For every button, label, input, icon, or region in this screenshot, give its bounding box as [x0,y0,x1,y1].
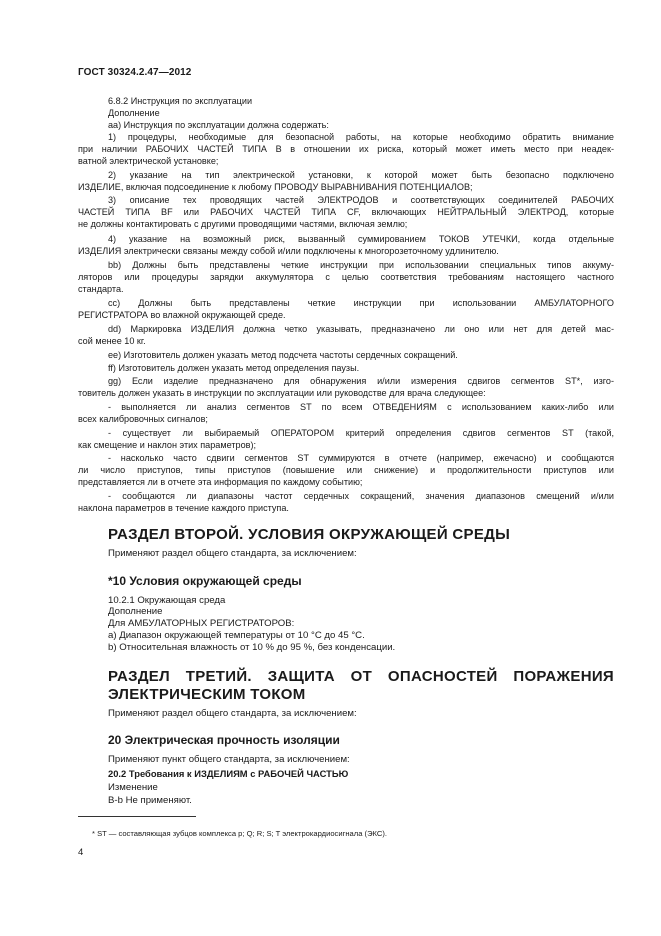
text-line: аа) Инструкция по эксплуатации должна содержать: [108,120,329,130]
text-line: ляторов или процедуры зарядки аккумулятора с целью соответствия требованиям настоящего частного [78,272,614,282]
text-line: Изменение [108,782,158,793]
text-line: ff) Изготовитель должен указать метод определения паузы. [108,363,360,373]
text-line: - существует ли выбираемый ОПЕРАТОРОМ критерий определения сдвигов сегментов ST (такой, [108,428,614,438]
text-line: Для АМБУЛАТОРНЫХ РЕГИСТРАТОРОВ: [108,618,295,629]
sub-clause-heading: 20.2 Требования к ИЗДЕЛИЯМ с РАБОЧЕЙ ЧАСТЬЮ [108,768,349,779]
text-line: - насколько часто сдвиги сегментов ST суммируются в отчете (например, ежечасно) и сообщаются [108,453,614,463]
section-heading-line-1: РАЗДЕЛ ТРЕТИЙ. ЗАЩИТА ОТ ОПАСНОСТЕЙ ПОРАЖЕНИЯ [108,668,614,685]
section-heading: РАЗДЕЛ ВТОРОЙ. УСЛОВИЯ ОКРУЖАЮЩЕЙ СРЕДЫ [108,526,511,543]
text-line: сс) Должны быть представлены четкие инструкции при использовании АМБУЛАТОРНОГО [108,298,614,308]
text-line: b) Относительная влажность от 10 % до 95 %, без конденсации. [108,642,396,653]
text-line: как смещение и наклон этих параметров); [78,440,257,450]
text-line: при наличии РАБОЧИХ ЧАСТЕЙ ТИПА В в отношении их риска, который может иметь место при неадек- [78,144,614,154]
text-line: ватной электрической установке; [78,156,219,166]
footnote: * ST — составляющая зубцов комплекса р; Q; R; S; T электрокардиосигнала (ЭКС). [92,829,387,838]
text-line: представляется ли в отчете эта информация по каждому событию; [78,477,363,487]
text-line: dd) Маркировка ИЗДЕЛИЯ должна четко указывать, предназначено ли оно или нет для детей мас- [108,324,614,334]
text-line: - выполняется ли анализ сегментов ST по всем ОТВЕДЕНИЯМ с использованием каких-либо или [108,402,614,412]
text-line: ИЗДЕЛИЕ, включая подсоединение к любому ПРОВОДУ ВЫРАВНИВАНИЯ ПОТЕНЦИАЛОВ; [78,182,473,192]
section-intro: Применяют раздел общего стандарта, за исключением: [108,708,357,719]
text-line: наклона параметров в течение каждого приступа. [78,503,289,513]
text-line: B-b Не применяют. [108,795,192,806]
footnote-rule [78,816,196,817]
text-line: 4) указание на возможный риск, вызванный суммированием ТОКОВ УТЕЧКИ, когда отдельные [108,234,614,244]
text-line: ее) Изготовитель должен указать метод подсчета частоты сердечных сокращений. [108,350,458,360]
text-line: всех калибровочных сигналов; [78,414,208,424]
clause-heading: *10 Условия окружающей среды [108,574,302,588]
text-line: не должны контактировать с другими проводящими частями, включая землю; [78,219,408,229]
document-header: ГОСТ 30324.2.47—2012 [78,67,192,78]
text-line: Применяют пункт общего стандарта, за исключением: [108,754,350,765]
text-line: а) Диапазон окружающей температуры от 10 °С до 45 °С. [108,630,365,641]
text-line: ИЗДЕЛИЯ электрически связаны между собой и/или подключены к многорозеточному удлинителю. [78,246,499,256]
text-line: 10.2.1 Окружающая среда [108,595,226,606]
text-line: 2) указание на тип электрической установки, к которой может быть безопасно подключено [108,170,614,180]
text-line: 1) процедуры, необходимые для безопасной работы, на которые необходимо обратить внимание [108,132,614,142]
text-line: Дополнение [108,108,160,118]
section-heading-line-2: ЭЛЕКТРИЧЕСКИМ ТОКОМ [108,686,306,703]
text-line: стандарта. [78,284,124,294]
section-intro: Применяют раздел общего стандарта, за исключением: [108,548,357,559]
clause-title: 6.8.2 Инструкция по эксплуатации [108,96,253,106]
text-line: 3) описание тех проводящих частей ЭЛЕКТРОДОВ и соответствующих соединителей РАБОЧИХ [108,195,614,205]
text-line: товитель должен указать в инструкции по эксплуатации или руководстве для врача следующее: [78,388,486,398]
text-line: Дополнение [108,606,163,617]
clause-heading: 20 Электрическая прочность изоляции [108,733,340,747]
text-line: bb) Должны быть представлены четкие инструкции при использовании специальных типов аккуму- [108,260,614,270]
page-number: 4 [78,847,84,858]
text-line: - сообщаются ли диапазоны частот сердечных сокращений, значения диапазонов смещений и/или [108,491,614,501]
text-line: ЧАСТЕЙ ТИПА BF или РАБОЧИХ ЧАСТЕЙ ТИПА CF, включающих НЕЙТРАЛЬНЫЙ ЭЛЕКТРОД, которые [78,207,614,217]
text-line: ли число приступов, типы приступов (повышение или снижение) и продолжительности приступов или [78,465,614,475]
text-line: gg) Если изделие предназначено для обнаружения и/или измерения сдвигов сегментов ST*, изго- [108,376,614,386]
text-line: сой менее 10 кг. [78,336,146,346]
text-line: РЕГИСТРАТОРА во влажной окружающей среде. [78,310,286,320]
